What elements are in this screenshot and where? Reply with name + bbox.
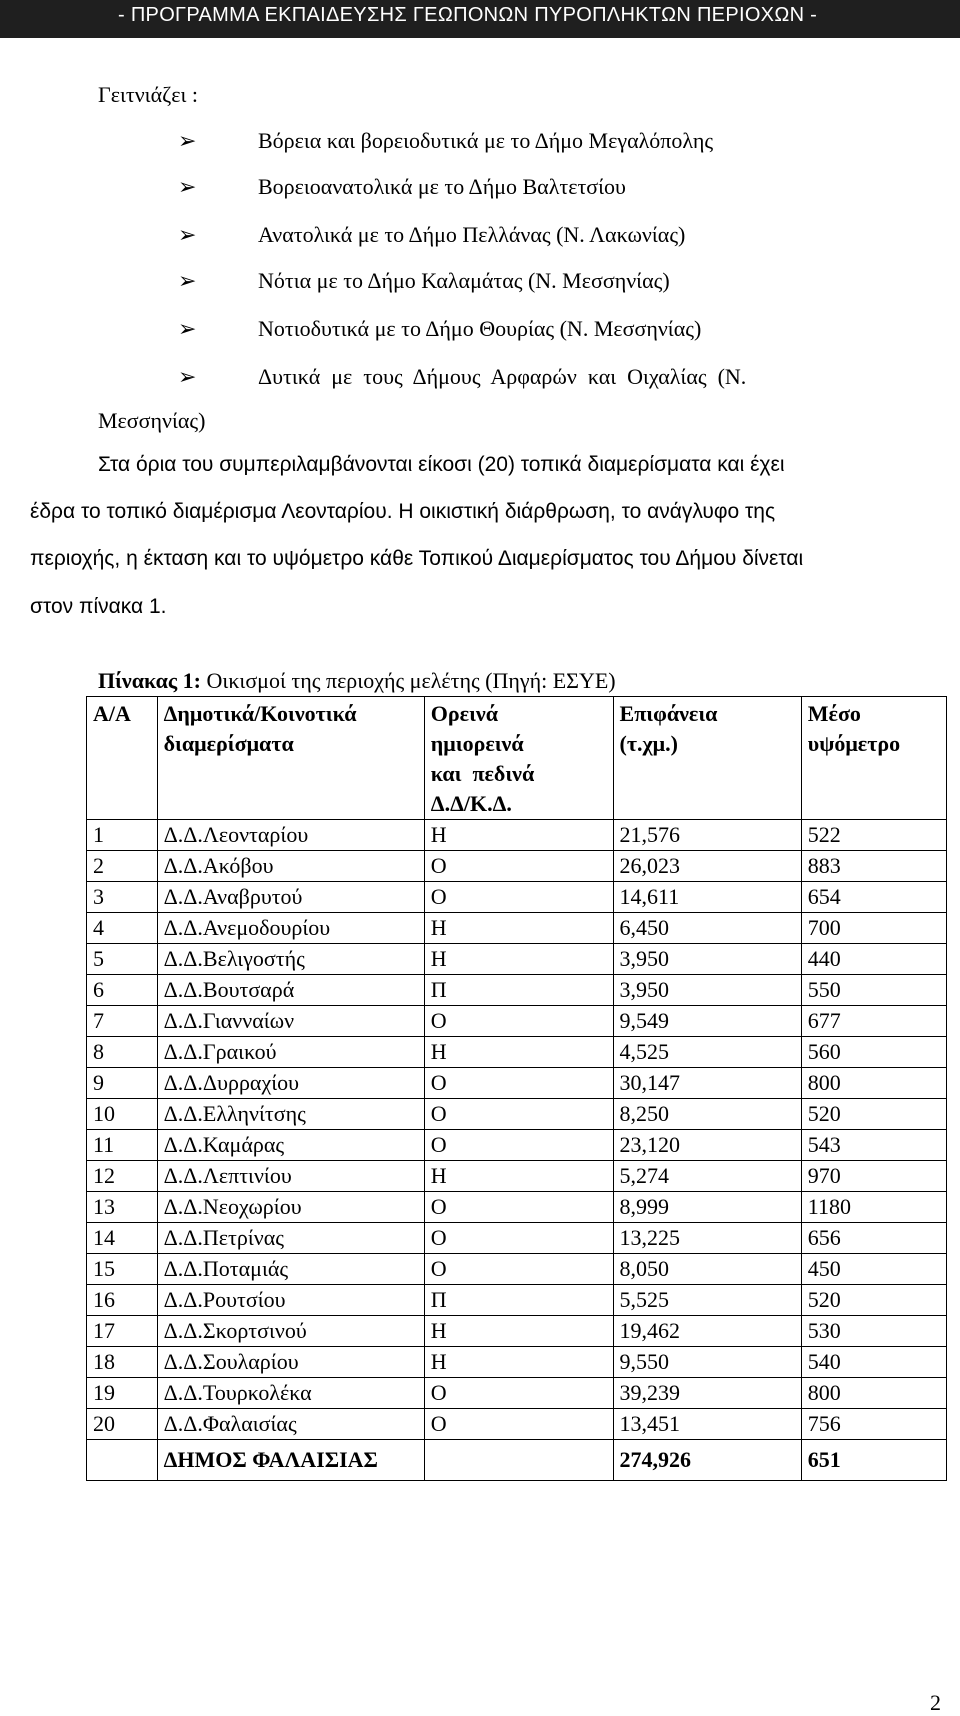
cell-type: Η <box>424 1347 613 1378</box>
cell-area: 13,451 <box>613 1409 801 1440</box>
paragraph-line: έδρα το τοπικό διαμέρισμα Λεονταρίου. Η οικιστική διάρθρωση, το ανάγλυφο της <box>30 500 776 523</box>
cell-aa: 18 <box>87 1347 158 1378</box>
arrow-bullet-icon: ➢ <box>178 364 197 389</box>
cell-type: Ο <box>424 1409 613 1440</box>
paragraph-line: στον πίνακα 1. <box>30 595 167 618</box>
cell-aa: 10 <box>87 1099 158 1130</box>
paragraph-line: περιοχής, η έκταση και το υψόμετρο κάθε Τοπικού Διαμερίσματος του Δήμου δίνεται <box>30 547 804 570</box>
header-type-line: και πεδινά <box>430 761 535 786</box>
cell-district: Δ.Δ.Ανεμοδουρίου <box>157 913 424 944</box>
cell-district: Δ.Δ.Βελιγοστής <box>157 944 424 975</box>
cell-area: 8,999 <box>613 1192 801 1223</box>
header-altitude-line: υψόμετρο <box>807 731 901 756</box>
cell-area: 8,250 <box>613 1099 801 1130</box>
table-row <box>87 1068 947 1099</box>
cell-altitude: 1180 <box>801 1192 946 1223</box>
total-area: 274,926 <box>613 1440 801 1481</box>
cell-area: 14,611 <box>613 882 801 913</box>
cell-type: Ο <box>424 882 613 913</box>
cell-type: Η <box>424 1316 613 1347</box>
cell-district: Δ.Δ.Γιανναίων <box>157 1006 424 1037</box>
neighbor-item: Νότια με το Δήμο Καλαμάτας (Ν. Μεσσηνίας) <box>258 268 670 293</box>
table-row <box>87 1285 947 1316</box>
cell-aa: 11 <box>87 1130 158 1161</box>
cell-district: Δ.Δ.Ακόβου <box>157 851 424 882</box>
table-row <box>87 882 947 913</box>
cell-district: Δ.Δ.Αναβρυτού <box>157 882 424 913</box>
cell-area: 23,120 <box>613 1130 801 1161</box>
header-aa: Α/Α <box>87 697 158 820</box>
header-area <box>613 697 801 820</box>
cell-district: Δ.Δ.Βουτσαρά <box>157 975 424 1006</box>
cell-area: 8,050 <box>613 1254 801 1285</box>
cell-altitude: 700 <box>801 913 946 944</box>
cell-type: Ο <box>424 1006 613 1037</box>
cell-type: Ο <box>424 1192 613 1223</box>
cell-type: Ο <box>424 1130 613 1161</box>
cell-district: Δ.Δ.Δυρραχίου <box>157 1068 424 1099</box>
settlements-table <box>86 696 947 1481</box>
cell-aa: 19 <box>87 1378 158 1409</box>
cell-aa: 6 <box>87 975 158 1006</box>
cell-area: 6,450 <box>613 913 801 944</box>
header-type <box>424 697 613 820</box>
running-header-title: - ΠΡΟΓΡΑΜΜΑ ΕΚΠΑΙΔΕΥΣΗΣ ΓΕΩΠΟΝΩΝ ΠΥΡΟΠΛΗΚΤΩΝ ΠΕΡΙΟΧΩΝ - <box>118 4 818 26</box>
neighbor-item: Βόρεια και βορειοδυτικά με το Δήμο Μεγαλόπολης <box>258 128 714 153</box>
cell-altitude: 560 <box>801 1037 946 1068</box>
cell-district: Δ.Δ.Ρουτσίου <box>157 1285 424 1316</box>
table-row <box>87 1130 947 1161</box>
cell-type: Η <box>424 913 613 944</box>
header-altitude <box>801 697 946 820</box>
header-district-line: διαμερίσματα <box>163 731 294 756</box>
cell-aa: 2 <box>87 851 158 882</box>
cell-type: Η <box>424 944 613 975</box>
arrow-bullet-icon: ➢ <box>178 268 197 293</box>
cell-area: 30,147 <box>613 1068 801 1099</box>
neighbor-item: Ανατολικά με το Δήμο Πελλάνας (Ν. Λακωνίας) <box>258 222 686 247</box>
cell-type: Ο <box>424 1099 613 1130</box>
cell-altitude: 656 <box>801 1223 946 1254</box>
cell-aa: 7 <box>87 1006 158 1037</box>
cell-area: 5,274 <box>613 1161 801 1192</box>
table-row <box>87 1006 947 1037</box>
page-number: 2 <box>930 1690 941 1715</box>
cell-area: 9,549 <box>613 1006 801 1037</box>
cell-district: Δ.Δ.Σουλαρίου <box>157 1347 424 1378</box>
table-caption-label: Πίνακας 1: <box>98 668 202 693</box>
table-row <box>87 1347 947 1378</box>
total-name: ΔΗΜΟΣ ΦΑΛΑΙΣΙΑΣ <box>157 1440 424 1481</box>
header-type-line: Δ.Δ/Κ.Δ. <box>430 791 512 816</box>
cell-aa: 3 <box>87 882 158 913</box>
header-district <box>157 697 424 820</box>
cell-district: Δ.Δ.Ποταμιάς <box>157 1254 424 1285</box>
cell-type: Ο <box>424 1068 613 1099</box>
cell-altitude: 800 <box>801 1378 946 1409</box>
cell-area: 13,225 <box>613 1223 801 1254</box>
table-row <box>87 851 947 882</box>
cell-aa: 17 <box>87 1316 158 1347</box>
arrow-bullet-icon: ➢ <box>178 316 197 341</box>
cell-district: Δ.Δ.Τουρκολέκα <box>157 1378 424 1409</box>
arrow-bullet-icon: ➢ <box>178 128 197 153</box>
cell-altitude: 530 <box>801 1316 946 1347</box>
table-cell <box>87 1440 158 1481</box>
table-row <box>87 820 947 851</box>
cell-district: Δ.Δ.Σκορτσινού <box>157 1316 424 1347</box>
cell-altitude: 440 <box>801 944 946 975</box>
cell-district: Δ.Δ.Λεονταρίου <box>157 820 424 851</box>
cell-aa: 1 <box>87 820 158 851</box>
header-area-line: Επιφάνεια <box>619 701 718 726</box>
table-total-row <box>87 1440 947 1481</box>
table-caption <box>98 668 616 694</box>
cell-aa: 20 <box>87 1409 158 1440</box>
table-row <box>87 1037 947 1068</box>
header-area-line: (τ.χμ.) <box>619 731 678 756</box>
table-row <box>87 1099 947 1130</box>
table-caption-text: Οικισμοί της περιοχής μελέτης (Πηγή: ΕΣΥΕ) <box>201 668 616 693</box>
cell-area: 4,525 <box>613 1037 801 1068</box>
cell-altitude: 677 <box>801 1006 946 1037</box>
cell-altitude: 540 <box>801 1347 946 1378</box>
cell-area: 5,525 <box>613 1285 801 1316</box>
cell-aa: 4 <box>87 913 158 944</box>
header-altitude-line: Μέσο <box>807 701 861 726</box>
arrow-bullet-icon: ➢ <box>178 174 197 199</box>
cell-aa: 14 <box>87 1223 158 1254</box>
cell-aa: 16 <box>87 1285 158 1316</box>
cell-type: Π <box>424 975 613 1006</box>
cell-district: Δ.Δ.Φαλαισίας <box>157 1409 424 1440</box>
cell-type: Η <box>424 820 613 851</box>
neighbor-item-continuation: Μεσσηνίας) <box>98 408 206 433</box>
cell-district: Δ.Δ.Πετρίνας <box>157 1223 424 1254</box>
table-row <box>87 944 947 975</box>
table-row <box>87 975 947 1006</box>
cell-aa: 12 <box>87 1161 158 1192</box>
neighbor-item: Βορειοανατολικά με το Δήμο Βαλτετσίου <box>258 174 626 199</box>
cell-area: 3,950 <box>613 944 801 975</box>
cell-type: Ο <box>424 1254 613 1285</box>
header-type-line: Ορεινά <box>430 701 498 726</box>
table-header-row <box>87 697 947 820</box>
total-altitude: 651 <box>801 1440 946 1481</box>
cell-area: 39,239 <box>613 1378 801 1409</box>
cell-area: 19,462 <box>613 1316 801 1347</box>
cell-altitude: 450 <box>801 1254 946 1285</box>
header-district-line: Δημοτικά/Κοινοτικά <box>163 701 357 726</box>
cell-altitude: 883 <box>801 851 946 882</box>
cell-altitude: 522 <box>801 820 946 851</box>
cell-type: Π <box>424 1285 613 1316</box>
cell-aa: 13 <box>87 1192 158 1223</box>
paragraph-line: Στα όρια του συμπεριλαμβάνονται είκοσι (20) τοπικά διαμερίσματα και έχει <box>98 453 785 476</box>
table-row <box>87 1161 947 1192</box>
cell-district: Δ.Δ.Νεοχωρίου <box>157 1192 424 1223</box>
cell-district: Δ.Δ.Καμάρας <box>157 1130 424 1161</box>
cell-type: Η <box>424 1161 613 1192</box>
cell-altitude: 550 <box>801 975 946 1006</box>
cell-altitude: 800 <box>801 1068 946 1099</box>
cell-type: Ο <box>424 851 613 882</box>
cell-aa: 8 <box>87 1037 158 1068</box>
table-row <box>87 1409 947 1440</box>
cell-type: Η <box>424 1037 613 1068</box>
cell-district: Δ.Δ.Γραικού <box>157 1037 424 1068</box>
cell-altitude: 970 <box>801 1161 946 1192</box>
header-type-line: ημιορεινά <box>430 731 524 756</box>
cell-aa: 9 <box>87 1068 158 1099</box>
table-row <box>87 1223 947 1254</box>
table-row <box>87 1192 947 1223</box>
cell-altitude: 520 <box>801 1285 946 1316</box>
table-cell <box>424 1440 613 1481</box>
cell-altitude: 654 <box>801 882 946 913</box>
table-row <box>87 1254 947 1285</box>
cell-aa: 15 <box>87 1254 158 1285</box>
neighbors-heading: Γειτνιάζει : <box>98 82 198 107</box>
cell-altitude: 756 <box>801 1409 946 1440</box>
table-row <box>87 913 947 944</box>
cell-type: Ο <box>424 1378 613 1409</box>
cell-area: 21,576 <box>613 820 801 851</box>
cell-area: 26,023 <box>613 851 801 882</box>
cell-district: Δ.Δ.Λεπτινίου <box>157 1161 424 1192</box>
cell-aa: 5 <box>87 944 158 975</box>
cell-district: Δ.Δ.Ελληνίτσης <box>157 1099 424 1130</box>
cell-type: Ο <box>424 1223 613 1254</box>
cell-altitude: 543 <box>801 1130 946 1161</box>
neighbor-item: Νοτιοδυτικά με το Δήμο Θουρίας (Ν. Μεσσηνίας) <box>258 316 702 341</box>
running-header-bar <box>0 0 960 38</box>
cell-area: 3,950 <box>613 975 801 1006</box>
table-row <box>87 1316 947 1347</box>
table-row <box>87 1378 947 1409</box>
cell-area: 9,550 <box>613 1347 801 1378</box>
arrow-bullet-icon: ➢ <box>178 222 197 247</box>
neighbor-item: Δυτικά με τους Δήμους Αρφαρών και Οιχαλίας (Ν. <box>258 364 747 389</box>
cell-altitude: 520 <box>801 1099 946 1130</box>
